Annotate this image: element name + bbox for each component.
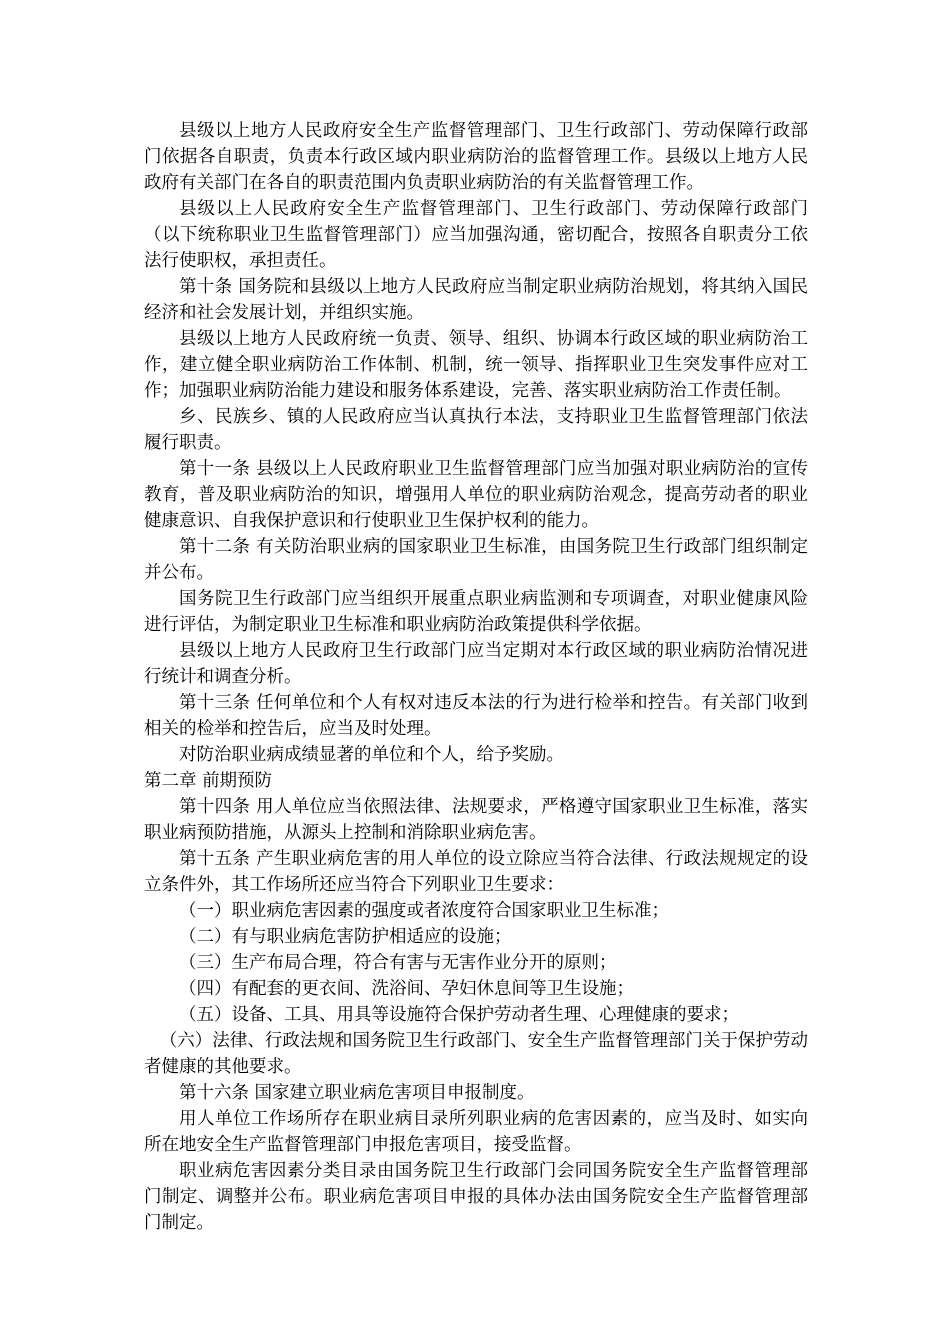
list-item: （一）职业病危害因素的强度或者浓度符合国家职业卫生标准； <box>179 901 669 921</box>
article-12: 第十二条 有关防治职业病的国家职业卫生标准，由国务院卫生行政部门组织制定并公布。 <box>144 537 808 583</box>
article-15: 第十五条 产生职业病危害的用人单位的设立除应当符合法律、行政法规规定的设立条件外，其工作场所还应当符合下列职业卫生要求： <box>144 849 808 895</box>
paragraph: 用人单位工作场所存在职业病目录所列职业病的危害因素的，应当及时、如实向所在地安全生产监督管理部门申报危害项目，接受监督。 <box>144 1109 808 1155</box>
paragraph: 国务院卫生行政部门应当组织开展重点职业病监测和专项调查，对职业健康风险进行评估，为制定职业卫生标准和职业病防治政策提供科学依据。 <box>144 589 808 635</box>
article-16: 第十六条 国家建立职业病危害项目申报制度。 <box>179 1083 535 1103</box>
article-10: 第十条 国务院和县级以上地方人民政府应当制定职业病防治规划，将其纳入国民经济和社会发展计划，并组织实施。 <box>144 277 808 323</box>
paragraph: 县级以上人民政府安全生产监督管理部门、卫生行政部门、劳动保障行政部门（以下统称职业卫生监督管理部门）应当加强沟通，密切配合，按照各自职责分工依法行使职权，承担责任。 <box>144 199 808 271</box>
paragraph: 县级以上地方人民政府统一负责、领导、组织、协调本行政区域的职业病防治工作，建立健全职业病防治工作体制、机制，统一领导、指挥职业卫生突发事件应对工作；加强职业病防治能力建设和服务体系建设，完善、落实职业病防治工作责任制。 <box>144 329 808 401</box>
document-body <box>144 118 808 1236</box>
paragraph: 对防治职业病成绩显著的单位和个人，给予奖励。 <box>179 745 564 765</box>
article-11: 第十一条 县级以上人民政府职业卫生监督管理部门应当加强对职业病防治的宣传教育，普及职业病防治的知识，增强用人单位的职业病防治观念，提高劳动者的职业健康意识、自我保护意识和行使职业卫生保护权利的能力。 <box>144 459 808 531</box>
paragraph: 县级以上地方人民政府卫生行政部门应当定期对本行政区域的职业病防治情况进行统计和调查分析。 <box>144 641 808 687</box>
list-item: （三）生产布局合理，符合有害与无害作业分开的原则； <box>179 953 617 973</box>
list-item: （四）有配套的更衣间、洗浴间、孕妇休息间等卫生设施； <box>179 979 634 999</box>
article-13: 第十三条 任何单位和个人有权对违反本法的行为进行检举和控告。有关部门收到相关的检举和控告后，应当及时处理。 <box>144 693 808 739</box>
article-14: 第十四条 用人单位应当依照法律、法规要求，严格遵守国家职业卫生标准，落实职业病预防措施，从源头上控制和消除职业病危害。 <box>144 797 808 843</box>
list-item: （五）设备、工具、用具等设施符合保护劳动者生理、心理健康的要求； <box>179 1005 739 1025</box>
paragraph: 县级以上地方人民政府安全生产监督管理部门、卫生行政部门、劳动保障行政部门依据各自职责，负责本行政区域内职业病防治的监督管理工作。县级以上地方人民政府有关部门在各自的职责范围内负责职业病防治的有关监督管理工作。 <box>144 121 808 193</box>
list-item: （六）法律、行政法规和国务院卫生行政部门、安全生产监督管理部门关于保护劳动者健康的其他要求。 <box>144 1031 808 1077</box>
list-item: （二）有与职业病危害防护相适应的设施； <box>179 927 512 947</box>
chapter-heading: 第二章 前期预防 <box>144 771 273 791</box>
paragraph: 乡、民族乡、镇的人民政府应当认真执行本法，支持职业卫生监督管理部门依法履行职责。 <box>144 407 808 453</box>
paragraph: 职业病危害因素分类目录由国务院卫生行政部门会同国务院安全生产监督管理部门制定、调整并公布。职业病危害项目申报的具体办法由国务院安全生产监督管理部门制定。 <box>144 1161 808 1233</box>
